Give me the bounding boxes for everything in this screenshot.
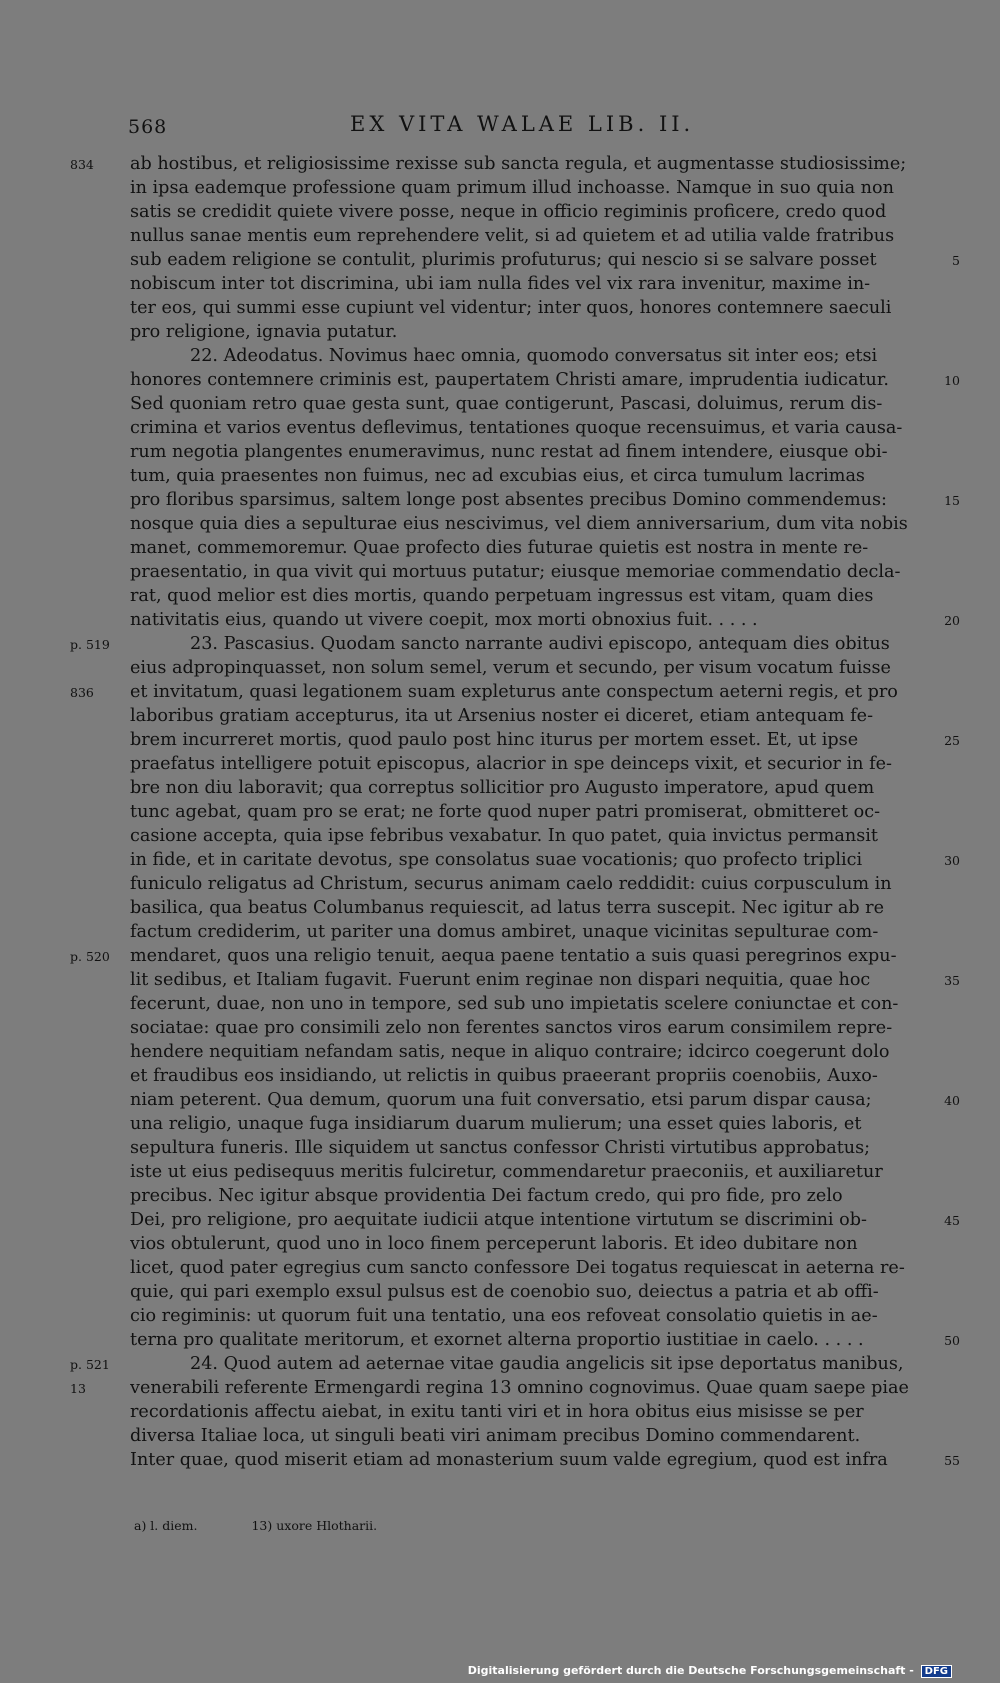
- line-text: honores contemnere criminis est, paupertatem Christi amare, imprudentia iudicatur.: [130, 370, 889, 390]
- line-number: 25: [944, 733, 960, 748]
- line-text: rum negotia plangentes enumeravimus, nunc restat ad finem intendere, eiusque obi-: [130, 442, 888, 462]
- text-line: [0, 1160, 1000, 1184]
- line-text: sepultura funeris. Ille siquidem ut sanctus confessor Christi virtutibus approbatus;: [130, 1138, 871, 1158]
- line-number: 15: [944, 493, 960, 508]
- text-line: [0, 248, 1000, 272]
- text-line: [0, 224, 1000, 248]
- text-line: [0, 632, 1000, 656]
- text-line: [0, 296, 1000, 320]
- text-line: [0, 1136, 1000, 1160]
- text-line: [0, 512, 1000, 536]
- text-line: [0, 1016, 1000, 1040]
- margin-note: p. 520: [70, 949, 110, 964]
- text-line: [0, 536, 1000, 560]
- line-number: 40: [944, 1093, 960, 1108]
- running-title: EX VITA WALAE LIB. II.: [350, 112, 695, 136]
- text-line: [0, 1280, 1000, 1304]
- line-text: brem incurreret mortis, quod paulo post hinc iturus per mortem esset. Et, ut ipse: [130, 730, 859, 750]
- text-line: [0, 1232, 1000, 1256]
- text-line: [0, 464, 1000, 488]
- text-line: [0, 872, 1000, 896]
- margin-note: p. 521: [70, 1357, 110, 1372]
- line-text: tunc agebat, quam pro se erat; ne forte quod nuper patri promiserat, obmitteret oc-: [130, 802, 881, 822]
- line-number: 35: [944, 973, 960, 988]
- text-line: [0, 200, 1000, 224]
- line-text: precibus. Nec igitur absque providentia Dei factum credo, qui pro fide, pro zelo: [130, 1186, 843, 1206]
- text-line: [0, 968, 1000, 992]
- text-line: [0, 176, 1000, 200]
- text-line: [0, 1256, 1000, 1280]
- text-line: [0, 896, 1000, 920]
- text-line: [0, 1376, 1000, 1400]
- text-line: [0, 320, 1000, 344]
- text-line: [0, 584, 1000, 608]
- text-line: [0, 368, 1000, 392]
- text-line: [0, 920, 1000, 944]
- line-text: tum, quia praesentes non fuimus, nec ad excubias eius, et circa tumulum lacrimas: [130, 466, 865, 486]
- text-line: [0, 1328, 1000, 1352]
- line-text: nullus sanae mentis eum reprehendere velit, si ad quietem et ad utilia valde fratribus: [130, 226, 895, 246]
- text-line: [0, 272, 1000, 296]
- text-line: [0, 344, 1000, 368]
- text-line: [0, 824, 1000, 848]
- line-text: praesentatio, in qua vivit qui mortuus putatur; eiusque memoriae commendatio decla-: [130, 562, 901, 582]
- line-text: Inter quae, quod miserit etiam ad monasterium suum valde egregium, quod est infra: [130, 1450, 888, 1470]
- line-text: 22. Adeodatus. Novimus haec omnia, quomodo conversatus sit inter eos; etsi: [190, 346, 878, 366]
- margin-note: 13: [70, 1381, 86, 1396]
- line-number: 30: [944, 853, 960, 868]
- page-number: 568: [128, 116, 168, 138]
- line-text: terna pro qualitate meritorum, et exornet alterna proportio iustitiae in caelo. . . . .: [130, 1330, 864, 1350]
- text-line: [0, 1424, 1000, 1448]
- text-line: [0, 680, 1000, 704]
- text-line: [0, 416, 1000, 440]
- line-text: fecerunt, duae, non uno in tempore, sed sub uno impietatis scelere coniunctae et con-: [130, 994, 899, 1014]
- text-line: [0, 1064, 1000, 1088]
- line-text: una religio, unaque fuga insidiarum duarum mulierum; una esset quies laboris, et: [130, 1114, 862, 1134]
- line-number: 50: [944, 1333, 960, 1348]
- line-text: et fraudibus eos insidiando, ut relictis in quibus praeerant propriis coenobiis, Auxo-: [130, 1066, 878, 1086]
- footnote: a) l. diem.: [134, 1518, 198, 1533]
- text-line: [0, 944, 1000, 968]
- digitization-credit: [468, 1664, 952, 1678]
- line-text: Sed quoniam retro quae gesta sunt, quae contigerunt, Pascasi, doluimus, rerum dis-: [130, 394, 883, 414]
- text-line: [0, 608, 1000, 632]
- line-text: manet, commemoremur. Quae profecto dies futurae quietis est nostra in mente re-: [130, 538, 869, 558]
- line-text: nativitatis eius, quando ut vivere coepit, mox morti obnoxius fuit. . . . .: [130, 610, 758, 630]
- line-text: eius adpropinquasset, non solum semel, verum et secundo, per visum vocatum fuisse: [130, 658, 891, 678]
- text-line: [0, 728, 1000, 752]
- line-text: 23. Pascasius. Quodam sancto narrante audivi episcopo, antequam dies obitus: [190, 634, 890, 654]
- line-text: pro floribus sparsimus, saltem longe post absentes precibus Domino commendemus:: [130, 490, 887, 510]
- line-text: et invitatum, quasi legationem suam expleturus ante conspectum aeterni regis, et pro: [130, 682, 898, 702]
- text-line: [0, 1448, 1000, 1472]
- line-number: 45: [944, 1213, 960, 1228]
- line-text: in fide, et in caritate devotus, spe consolatus suae vocationis; quo profecto triplici: [130, 850, 863, 870]
- text-line: [0, 800, 1000, 824]
- text-line: [0, 752, 1000, 776]
- line-text: factum crediderim, ut pariter una domus ambiret, unaque vicinitas sepulturae com-: [130, 922, 879, 942]
- text-line: [0, 656, 1000, 680]
- text-line: [0, 488, 1000, 512]
- line-text: ter eos, qui summi esse cupiunt vel videntur; inter quos, honores contemnere saeculi: [130, 298, 892, 318]
- text-line: [0, 560, 1000, 584]
- line-text: ab hostibus, et religiosissime rexisse sub sancta regula, et augmentasse studiosissime;: [130, 154, 907, 174]
- credit-text: Digitalisierung gefördert durch die Deutsche Forschungsgemeinschaft -: [467, 1664, 914, 1677]
- line-number: 10: [944, 373, 960, 388]
- line-text: cio regiminis: ut quorum fuit una tentatio, una eos refoveat consolatio quietis in ae-: [130, 1306, 878, 1326]
- line-number: 5: [952, 253, 960, 268]
- line-text: Dei, pro religione, pro aequitate iudicii atque intentione virtutum se discrimini ob-: [130, 1210, 867, 1230]
- line-text: rat, quod melior est dies mortis, quando perpetuam ingressus est vitam, quam dies: [130, 586, 874, 606]
- line-text: praefatus intelligere potuit episcopus, alacrior in spe deinceps vixit, et securior in fe-: [130, 754, 892, 774]
- line-text: recordationis affectu aiebat, in exitu tanti viri et in hora obitus eius misisse se per: [130, 1402, 864, 1422]
- line-text: vios obtulerunt, quod uno in loco finem perceperunt laboris. Et ideo dubitare non: [130, 1234, 858, 1254]
- footnote: 13) uxore Hlotharii.: [251, 1518, 378, 1533]
- text-line: [0, 392, 1000, 416]
- line-text: lit sedibus, et Italiam fugavit. Fuerunt enim reginae non dispari nequitia, quae hoc: [130, 970, 871, 990]
- text-line: [0, 152, 1000, 176]
- line-text: pro religione, ignavia putatur.: [130, 322, 398, 342]
- line-text: niam peterent. Qua demum, quorum una fuit conversatio, etsi parum dispar causa;: [130, 1090, 872, 1110]
- text-line: [0, 704, 1000, 728]
- text-line: [0, 1400, 1000, 1424]
- line-text: licet, quod pater egregius cum sancto confessore Dei togatus requiescat in aeterna re-: [130, 1258, 905, 1278]
- line-text: quie, qui pari exemplo exsul pulsus est de coenobio suo, deiectus a patria et ab offi-: [130, 1282, 879, 1302]
- line-text: 24. Quod autem ad aeternae vitae gaudia angelicis sit ipse deportatus manibus,: [190, 1354, 904, 1374]
- line-text: diversa Italiae loca, ut singuli beati viri animam precibus Domino commendarent.: [130, 1426, 861, 1446]
- line-text: venerabili referente Ermengardi regina 13 omnino cognovimus. Quae quam saepe piae: [130, 1378, 909, 1398]
- margin-note: 836: [70, 685, 94, 700]
- line-text: sociatae: quae pro consimili zelo non ferentes sanctos viros earum consimilem repre-: [130, 1018, 893, 1038]
- line-number: 20: [944, 613, 960, 628]
- text-line: [0, 848, 1000, 872]
- text-line: [0, 776, 1000, 800]
- text-line: [0, 1040, 1000, 1064]
- text-line: [0, 1184, 1000, 1208]
- line-text: satis se credidit quiete vivere posse, neque in officio regiminis proficere, credo quod: [130, 202, 887, 222]
- line-text: bre non diu laboravit; qua correptus sollicitior pro Augusto imperatore, apud quem: [130, 778, 875, 798]
- dfg-logo: DFG: [921, 1665, 952, 1678]
- text-line: [0, 1352, 1000, 1376]
- text-line: [0, 992, 1000, 1016]
- line-text: hendere nequitiam nefandam satis, neque in aliquo contraire; idcirco coegerunt dolo: [130, 1042, 890, 1062]
- margin-note: p. 519: [70, 637, 110, 652]
- text-line: [0, 1112, 1000, 1136]
- body-text: [0, 152, 1000, 1472]
- footnotes: [134, 1518, 427, 1533]
- text-line: [0, 1304, 1000, 1328]
- line-text: sub eadem religione se contulit, plurimis profuturus; qui nescio si se salvare posset: [130, 250, 877, 270]
- line-text: nosque quia dies a sepulturae eius nescivimus, vel diem anniversarium, dum vita nobis: [130, 514, 908, 534]
- line-number: 55: [944, 1453, 960, 1468]
- line-text: in ipsa eademque professione quam primum illud inchoasse. Namque in suo quia non: [130, 178, 894, 198]
- line-text: iste ut eius pedisequus meritis fulciretur, commendaretur praeconiis, et auxiliaretur: [130, 1162, 883, 1182]
- text-line: [0, 440, 1000, 464]
- line-text: mendaret, quos una religio tenuit, aequa paene tentatio a suis quasi peregrinos expu-: [130, 946, 897, 966]
- text-line: [0, 1208, 1000, 1232]
- line-text: casione accepta, quia ipse febribus vexabatur. In quo patet, quia invictus permansit: [130, 826, 878, 846]
- line-text: nobiscum inter tot discrimina, ubi iam nulla fides vel vix rara invenitur, maxime in-: [130, 274, 871, 294]
- margin-note: 834: [70, 157, 94, 172]
- line-text: funiculo religatus ad Christum, securus animam caelo reddidit: cuius corpusculum in: [130, 874, 892, 894]
- line-text: basilica, qua beatus Columbanus requiescit, ad latus terra suscepit. Nec igitur ab re: [130, 898, 885, 918]
- line-text: laboribus gratiam accepturus, ita ut Arsenius noster ei diceret, etiam antequam fe-: [130, 706, 874, 726]
- text-line: [0, 1088, 1000, 1112]
- line-text: crimina et varios eventus deflevimus, tentationes quoque recensuimus, et varia causa-: [130, 418, 903, 438]
